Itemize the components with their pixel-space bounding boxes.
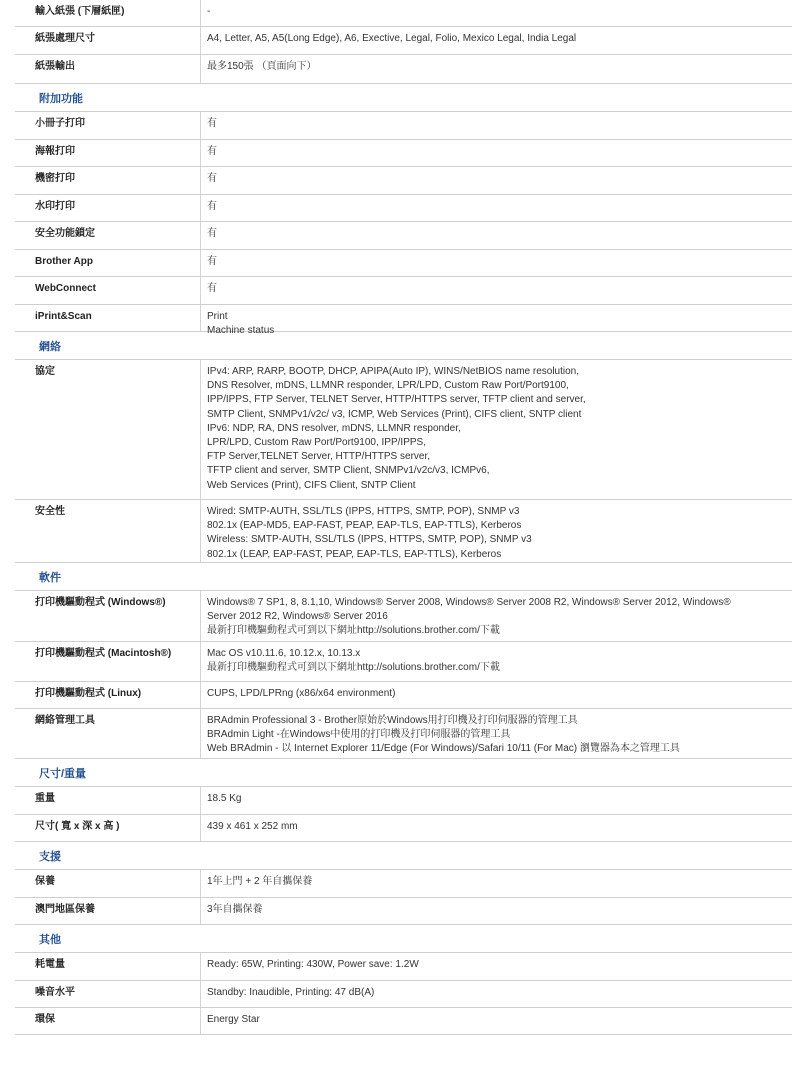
spec-value	[200, 222, 792, 249]
spec-value-line: Mac OS v10.11.6, 10.12.x, 10.13.x	[207, 648, 361, 659]
spec-value-line: CUPS, LPD/LPRng (x86/x64 environment)	[207, 688, 396, 699]
spec-row	[15, 787, 792, 815]
spec-label: 機密打印	[35, 173, 75, 184]
spec-value-line: Ready: 65W, Printing: 430W, Power save: 1.2W	[207, 959, 419, 970]
spec-value	[200, 870, 792, 897]
spec-value-line: BRAdmin Professional 3 - Brother原始於Windows用打印機及打印伺服器的管理工具	[207, 715, 578, 726]
spec-value	[200, 815, 792, 842]
spec-label: 澳門地區保養	[35, 903, 95, 915]
spec-value	[200, 642, 792, 681]
spec-value-line: 最新打印機驅動程式可到以下網址http://solutions.brother.com/下載	[207, 625, 500, 637]
spec-value	[200, 981, 792, 1008]
spec-label: iPrint&Scan	[35, 310, 92, 322]
spec-row	[15, 709, 792, 759]
spec-row	[15, 642, 792, 682]
spec-value-line: 有	[207, 145, 217, 157]
spec-label: 安全功能鎖定	[35, 228, 95, 239]
spec-value-line: BRAdmin Light -在Windows中使用的打印機及打印伺服器的管理工具	[207, 729, 511, 741]
section-heading: 附加功能	[15, 84, 792, 112]
spec-value-line: Web Services (Print), CIFS Client, SNTP Client	[207, 479, 416, 491]
spec-row	[15, 815, 792, 843]
spec-value-line: IPv4: ARP, RARP, BOOTP, DHCP, APIPA(Auto IP), WINS/NetBIOS name resolution,	[207, 366, 580, 377]
spec-label: 打印機驅動程式 (Linux)	[35, 688, 142, 699]
spec-label: Brother App	[35, 255, 93, 267]
spec-value-line: 439 x 461 x 252 mm	[207, 820, 298, 832]
spec-value-line: 802.1x (EAP-MD5, EAP-FAST, PEAP, EAP-TLS, EAP-TTLS), Kerberos	[207, 520, 522, 532]
spec-value-line: 1年上門 + 2 年自攜保養	[207, 876, 313, 887]
spec-row	[15, 55, 792, 84]
spec-value-line: FTP Server,TELNET Server, HTTP/HTTPS server,	[207, 451, 431, 463]
spec-row	[15, 981, 792, 1009]
spec-row	[15, 222, 792, 250]
spec-row	[15, 305, 792, 336]
spec-value-line: A4, Letter, A5, A5(Long Edge), A6, Exective, Legal, Folio, Mexico Legal, India Legal	[207, 33, 577, 44]
spec-value-line: Wired: SMTP-AUTH, SSL/TLS (IPPS, HTTPS, SMTP, POP), SNMP v3	[207, 506, 520, 517]
spec-label: 協定	[35, 366, 55, 377]
spec-value-line: DNS Resolver, mDNS, LLMNR responder, LPR/LPD, Custom Raw Port/Port9100,	[207, 380, 569, 392]
spec-label: 網絡管理工具	[35, 715, 95, 726]
spec-value-line: Web BRAdmin - 以 Internet Explorer 11/Edge (For Windows)/Safari 10/11 (For Mac) 瀏覽器為本之管理工具	[207, 743, 680, 755]
spec-row	[15, 277, 792, 305]
spec-value-line: IPP/IPPS, FTP Server, TELNET Server, HTTP/HTTPS server, TFTP client and server,	[207, 394, 586, 406]
spec-value	[200, 277, 792, 304]
spec-label: 環保	[35, 1014, 55, 1025]
spec-label: 紙張處理尺寸	[35, 33, 95, 44]
spec-label: 海報打印	[35, 145, 75, 157]
spec-value-line: TFTP client and server, SMTP Client, SNMPv1/v2c/v3, ICMPv6,	[207, 465, 490, 477]
spec-value-line: 802.1x (LEAP, EAP-FAST, PEAP, EAP-TLS, EAP-TTLS), Kerberos	[207, 548, 502, 560]
spec-row	[15, 500, 792, 563]
spec-value-line: 最新打印機驅動程式可到以下網址http://solutions.brother.com/下載	[207, 662, 500, 674]
spec-value	[200, 55, 792, 83]
spec-value	[200, 360, 792, 499]
spec-value-line: LPR/LPD, Custom Raw Port/Port9100, IPP/IPPS,	[207, 437, 426, 449]
spec-value	[200, 709, 792, 758]
spec-label: 安全性	[35, 506, 65, 517]
spec-row	[15, 250, 792, 278]
spec-value-line: Wireless: SMTP-AUTH, SSL/TLS (IPPS, HTTPS, SMTP, POP), SNMP v3	[207, 534, 532, 546]
spec-row	[15, 27, 792, 55]
spec-label: 重量	[35, 793, 55, 804]
section-heading: 軟件	[15, 563, 792, 591]
spec-value	[200, 500, 792, 562]
spec-value-line: 有	[207, 200, 217, 212]
spec-value	[200, 167, 792, 194]
spec-value-line: Print	[207, 310, 228, 322]
section-heading: 支援	[15, 842, 792, 870]
spec-row	[15, 1008, 792, 1035]
spec-label: 尺寸( 寬 x 深 x 高 )	[35, 820, 120, 832]
spec-value	[200, 250, 792, 277]
spec-label: 水印打印	[35, 200, 75, 212]
spec-value	[200, 195, 792, 222]
spec-label: 耗電量	[35, 959, 65, 970]
spec-value	[200, 27, 792, 54]
spec-label: 打印機驅動程式 (Windows®)	[35, 597, 166, 608]
spec-label: 打印機驅動程式 (Macintosh®)	[35, 648, 172, 659]
spec-label: 噪音水平	[35, 986, 75, 998]
spec-value-line: -	[207, 6, 211, 17]
spec-value-line: Windows® 7 SP1, 8, 8.1,10, Windows® Server 2008, Windows® Server 2008 R2, Windows® Server 2012, Windows®	[207, 597, 731, 608]
spec-row	[15, 140, 792, 168]
spec-value-line: 最多150張 （頁面向下）	[207, 61, 317, 72]
spec-label: 保養	[35, 876, 55, 887]
spec-label: WebConnect	[35, 283, 96, 294]
spec-value	[200, 305, 792, 336]
section-heading: 其他	[15, 925, 792, 953]
spec-value-line: 有	[207, 118, 217, 129]
section-heading: 尺寸/重量	[15, 759, 792, 787]
spec-value-line: Machine status	[207, 324, 275, 336]
spec-value-line: 18.5 Kg	[207, 793, 242, 804]
spec-row	[15, 0, 792, 27]
spec-row	[15, 195, 792, 223]
spec-value-line: 有	[207, 173, 217, 184]
spec-value	[200, 682, 792, 708]
spec-value-line: Energy Star	[207, 1014, 260, 1025]
spec-value	[200, 112, 792, 139]
spec-row	[15, 953, 792, 981]
spec-value	[200, 953, 792, 980]
spec-value-line: Server 2012 R2, Windows® Server 2016	[207, 611, 388, 623]
spec-value-line: SMTP Client, SNMPv1/v2c/ v3, ICMP, Web Services (Print), CIFS client, SNTP client	[207, 408, 582, 420]
spec-value-line: IPv6: NDP, RA, DNS resolver, mDNS, LLMNR responder,	[207, 422, 461, 434]
spec-row	[15, 682, 792, 709]
section-heading: 網絡	[15, 332, 792, 360]
spec-value	[200, 140, 792, 167]
spec-row	[15, 112, 792, 140]
spec-value-line: 有	[207, 283, 217, 294]
spec-value	[200, 787, 792, 814]
spec-value-line: 3年自攜保養	[207, 903, 263, 915]
spec-row	[15, 360, 792, 500]
spec-value	[200, 0, 792, 26]
spec-value	[200, 591, 792, 641]
spec-value	[200, 1008, 792, 1034]
spec-row	[15, 591, 792, 642]
spec-label: 紙張輸出	[35, 61, 75, 72]
spec-value-line: 有	[207, 228, 217, 239]
spec-value	[200, 898, 792, 925]
spec-value-line: Standby: Inaudible, Printing: 47 dB(A)	[207, 986, 375, 998]
spec-row	[15, 870, 792, 898]
spec-label: 小冊子打印	[35, 118, 85, 129]
spec-row	[15, 167, 792, 195]
spec-label: 輸入紙張 (下層紙匣)	[35, 6, 125, 17]
spec-value-line: 有	[207, 255, 217, 267]
spec-row	[15, 898, 792, 926]
